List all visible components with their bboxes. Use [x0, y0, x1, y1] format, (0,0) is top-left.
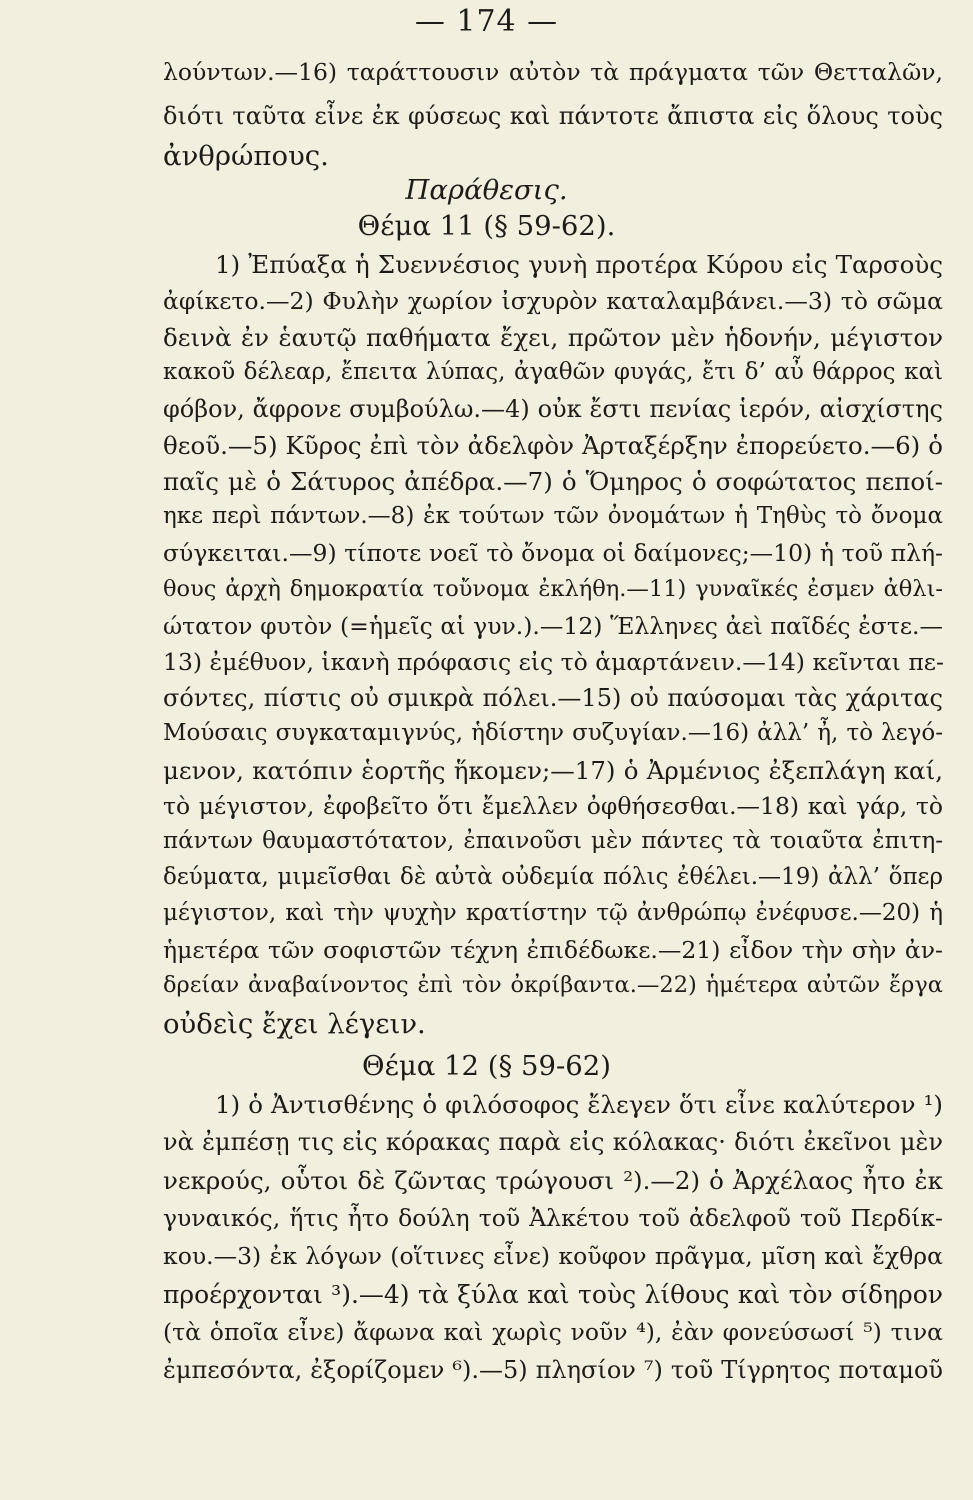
text-line: νεκρούς, οὗτοι δὲ ζῶντας τρώγουσι ²).—2) ὁ Ἀρχέλαος ἦτο ἐκ	[163, 1166, 943, 1195]
page-number-header: — 174 —	[414, 4, 559, 39]
text-line: λούντων.—16) ταράττουσιν αὐτὸν τὰ πράγματα τῶν Θετταλῶν,	[163, 58, 943, 86]
text-line: παῖς μὲ ὁ Σάτυρος ἀπέδρα.—7) ὁ Ὅμηρος ὁ σοφώτατος πεποί-	[163, 467, 943, 496]
text-line: σύγκειται.—9) τίποτε νοεῖ τὸ ὄνομα οἱ δαίμονες;—10) ἡ τοῦ πλή-	[163, 539, 943, 567]
text-line: Μούσαις συγκαταμιγνύς, ἡδίστην συζυγίαν.—16) ἀλλ’ ἦ, τὸ λεγό-	[163, 720, 943, 746]
text-line: νὰ ἐμπέσῃ τις εἰς κόρακας παρὰ εἰς κόλακας· διότι ἐκεῖνοι μὲν	[163, 1128, 943, 1156]
text-line: ηκε περὶ πάντων.—8) ἐκ τούτων τῶν ὀνομάτων ἡ Τηθὺς τὸ ὄνομα	[163, 503, 943, 529]
text-line: προέρχονται ³).—4) τὰ ξύλα καὶ τοὺς λίθους καὶ τὸν σίδηρον	[163, 1280, 943, 1309]
text-line: κου.—3) ἐκ λόγων (οἵτινες εἶνε) κοῦφον πρᾶγμα, μῖση καὶ ἔχθρα	[163, 1242, 943, 1270]
text-line: δρείαν ἀναβαίνοντος ἐπὶ τὸν ὀκρίβαντα.—22) ἡμέτερα αὐτῶν ἔργα	[163, 972, 943, 998]
text-line: μενον, κατόπιν ἑορτῆς ἥκομεν;—17) ὁ Ἀρμένιος ἐξεπλάγη καί,	[163, 756, 943, 785]
text-line: 1) Ἐπύαξα ἡ Συεννέσιος γυνὴ προτέρα Κύρου εἰς Ταρσοὺς	[215, 250, 943, 279]
text-line: πάντων θαυμαστότατον, ἐπαινοῦσι μὲν πάντες τὰ τοιαῦτα ἐπιτη-	[163, 828, 943, 854]
text-line: ἡμετέρα τῶν σοφιστῶν τέχνη ἐπιδέδωκε.—21) εἶδον τὴν σὴν ἀν-	[163, 936, 943, 964]
text-line: τὸ μέγιστον, ἐφοβεῖτο ὅτι ἔμελλεν ὀφθήσεσθαι.—18) καὶ γάρ, τὸ	[163, 792, 943, 820]
text-line: ἀφίκετο.—2) Φυλὴν χωρίον ἰσχυρὸν καταλαμβάνει.—3) τὸ σῶμα	[163, 287, 943, 315]
text-line: μέγιστον, καὶ τὴν ψυχὴν κρατίστην τῷ ἀνθρώπῳ ἐνέφυσε.—20) ἡ	[163, 900, 943, 926]
text-line: ἐμπεσόντα, ἐξορίζομεν ⁶).—5) πλησίον ⁷) τοῦ Τίγρητος ποταμοῦ	[163, 1356, 943, 1384]
text-line: φόβον, ἄφρονε συμβούλω.—4) οὐκ ἔστι πενίας ἱερόν, αἰσχίστης	[163, 395, 943, 423]
text-line: σόντες, πίστις οὐ σμικρὰ πόλει.—15) οὐ παύσομαι τὰς χάριτας	[163, 684, 943, 712]
theme-12-title: Θέμα 12 (§ 59-62)	[362, 1050, 611, 1082]
text-line: θους ἀρχὴ δημοκρατία τοὔνομα ἐκλήθη.—11) γυναῖκές ἐσμεν ἀθλι-	[163, 576, 943, 602]
theme-11-title: Θέμα 11 (§ 59-62).	[357, 210, 616, 242]
text-line: διότι ταῦτα εἶνε ἐκ φύσεως καὶ πάντοτε ἄπιστα εἰς ὅλους τοὺς	[163, 102, 943, 130]
text-line: ἀνθρώπους.	[163, 140, 329, 172]
text-line: ώτατον φυτὸν (=ἡμεῖς αἱ γυν.).—12) Ἕλληνες ἀεὶ παῖδές ἐστε.—	[163, 612, 943, 640]
text-line: γυναικός, ἥτις ἦτο δούλη τοῦ Ἀλκέτου τοῦ ἀδελφοῦ τοῦ Περδίκ-	[163, 1204, 943, 1232]
text-line: 1) ὁ Ἀντισθένης ὁ φιλόσοφος ἔλεγεν ὅτι εἶνε καλύτερον ¹)	[215, 1090, 943, 1119]
text-line: δεινὰ ἐν ἑαυτῷ παθήματα ἔχει, πρῶτον μὲν ἡδονήν, μέγιστον	[163, 323, 943, 352]
section-heading-paradeseis: Παράθεσις.	[405, 174, 568, 206]
text-line: θεοῦ.—5) Κῦρος ἐπὶ τὸν ἀδελφὸν Ἀρταξέρξην ἐπορεύετο.—6) ὁ	[163, 431, 943, 460]
text-line: κακοῦ δέλεαρ, ἔπειτα λύπας, ἀγαθῶν φυγάς, ἔτι δ’ αὖ θάρρος καὶ	[163, 359, 943, 385]
text-line: οὐδεὶς ἔχει λέγειν.	[163, 1008, 426, 1040]
text-line: 13) ἐμέθυον, ἱκανὴ πρόφασις εἰς τὸ ἁμαρτάνειν.—14) κεῖνται πε-	[163, 648, 944, 676]
text-line: (τὰ ὁποῖα εἶνε) ἄφωνα καὶ χωρὶς νοῦν ⁴), ἐὰν φονεύσωσί ⁵) τινα	[163, 1318, 943, 1346]
text-line: δεύματα, μιμεῖσθαι δὲ αὐτὰ οὐδεμία πόλις ἐθέλει.—19) ἀλλ’ ὅπερ	[163, 864, 943, 890]
